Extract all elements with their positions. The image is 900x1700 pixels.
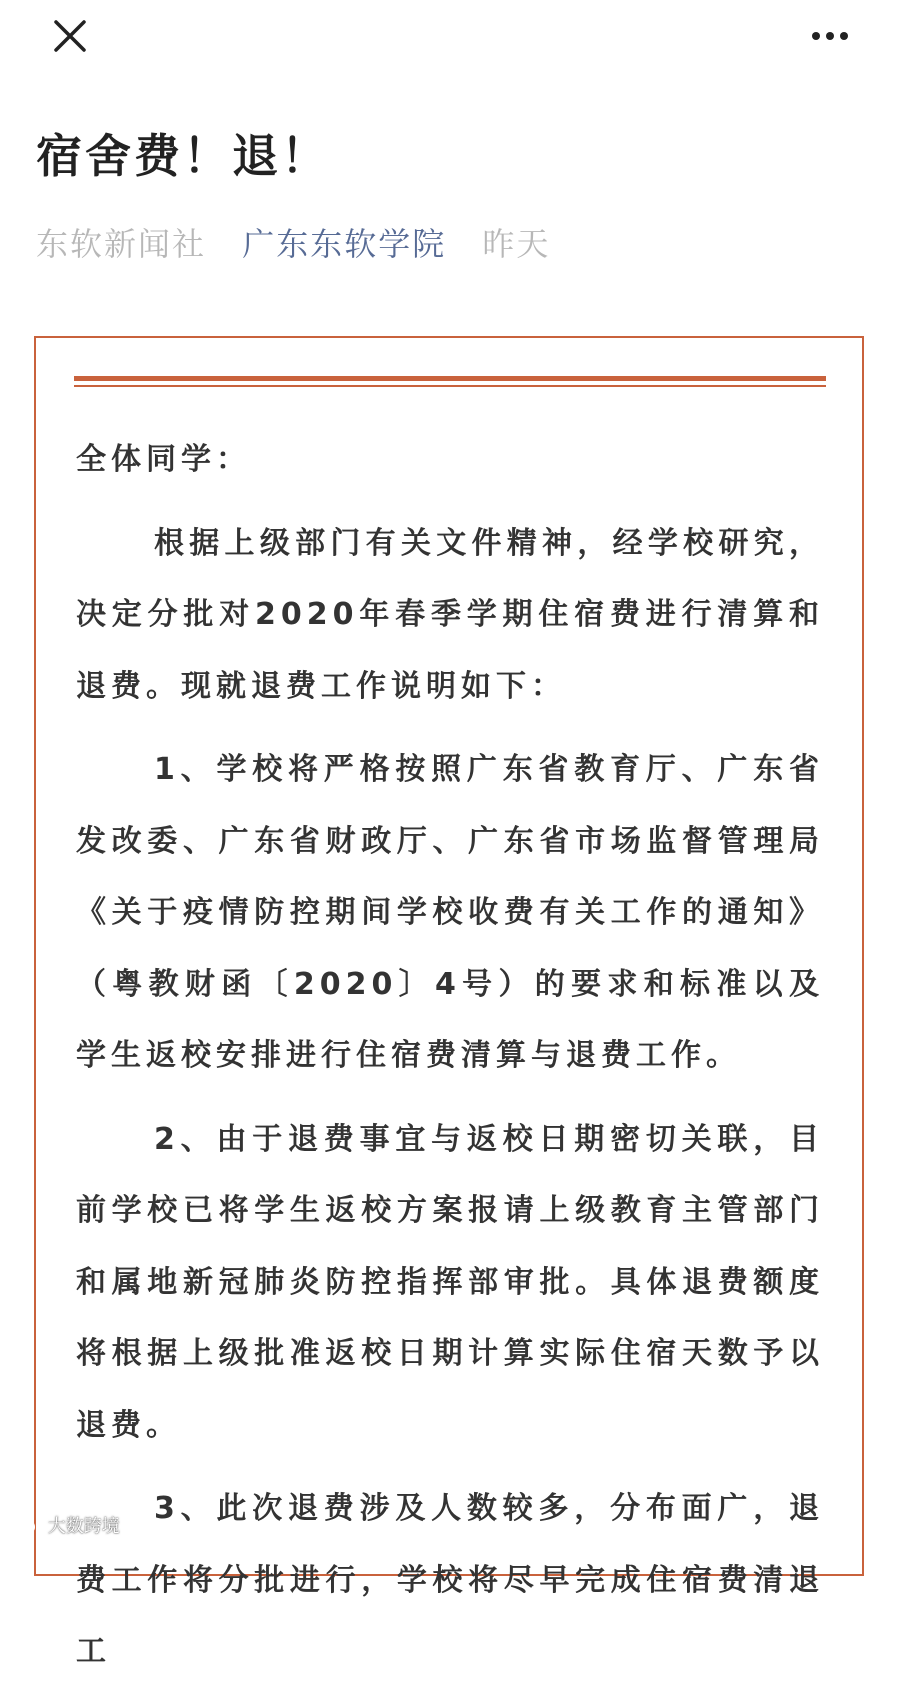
account-name-link[interactable]: 广东东软学院 [242, 225, 447, 263]
notice-card [34, 336, 864, 1669]
notice-body [76, 424, 824, 1700]
close-icon [48, 14, 92, 58]
paragraph-intro: 根据上级部门有关文件精神，经学校研究，决定分批对2020年春季学期住宿费进行清算和退费。现就退费工作说明如下： [76, 525, 824, 704]
decorative-rule-thin [74, 385, 826, 387]
paragraph-item-1: 1、学校将严格按照广东省教育厅、广东省发改委、广东省财政厅、广东省市场监督管理局《关于疫情防控期间学校收费有关工作的通知》（粤教财函〔2020〕4号）的要求和标准以及学生返校安排进行住宿费清算与退费工作。 [76, 752, 824, 1073]
article-author: 东软新闻社 [36, 225, 207, 263]
greeting: 全体同学： [76, 442, 251, 477]
paragraph-item-2: 2、由于退费事宜与返校日期密切关联，目前学校已将学生返校方案报请上级教育主管部门和属地新冠肺炎防控指挥部审批。具体退费额度将根据上级批准返校日期计算实际住宿天数予以退费。 [76, 1121, 824, 1443]
paragraph-item-3: 3、此次退费涉及人数较多，分布面广，退费工作将分批进行，学校将尽早完成住宿费清退工 [76, 1491, 824, 1669]
more-button[interactable] [802, 20, 858, 52]
article-title: 宿舍费！退！ [36, 129, 330, 183]
article-meta [36, 222, 576, 266]
publish-date: 昨天 [482, 225, 551, 263]
watermark [8, 1512, 120, 1538]
top-bar [0, 0, 900, 80]
watermark-logo-icon [8, 1517, 38, 1537]
close-button[interactable] [48, 14, 92, 58]
more-icon [802, 20, 858, 52]
watermark-text: 大数跨境 [47, 1516, 120, 1537]
decorative-rule-thick [74, 376, 826, 381]
